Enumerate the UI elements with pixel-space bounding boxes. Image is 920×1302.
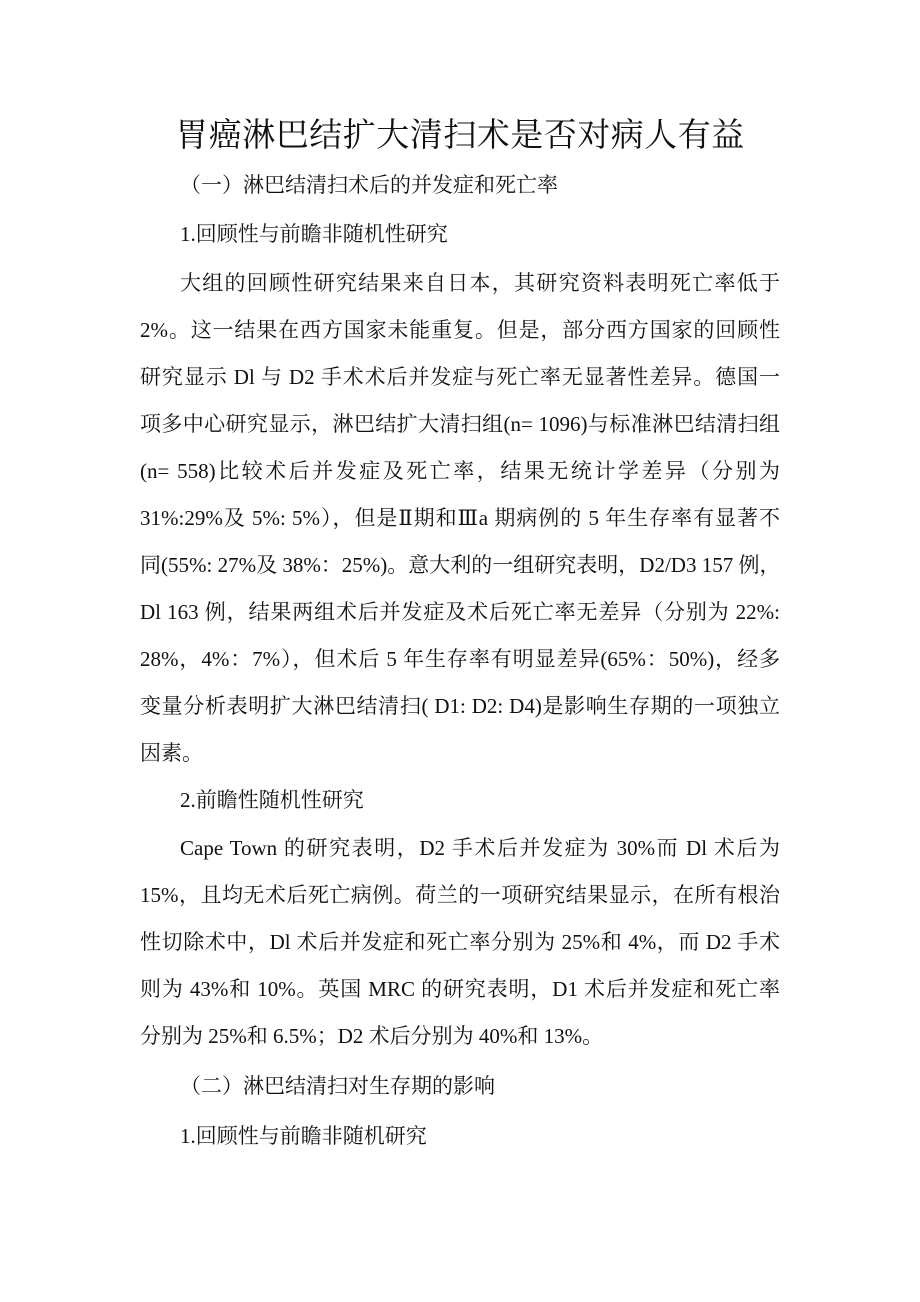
paragraph-1-line: 因素。 xyxy=(140,741,203,765)
subsection-heading-2: 2.前瞻性随机性研究 xyxy=(180,788,364,812)
paragraph-2-line: 则为 43%和 10%。英国 MRC 的研究表明，D1 术后并发症和死亡率 xyxy=(140,977,780,1001)
paragraph-1-line: 大组的回顾性研究结果来自日本，其研究资料表明死亡率低于 xyxy=(180,271,780,295)
paragraph-1-line: 研究显示 Dl 与 D2 手术术后并发症与死亡率无显著性差异。德国一 xyxy=(140,365,780,389)
subsection-heading-3: 1.回顾性与前瞻非随机研究 xyxy=(180,1124,427,1148)
paragraph-2-line: 15%，且均无术后死亡病例。荷兰的一项研究结果显示，在所有根治 xyxy=(140,883,780,907)
paragraph-1-line: Dl 163 例，结果两组术后并发症及术后死亡率无差异（分别为 22%: xyxy=(140,600,780,624)
subsection-heading-1: 1.回顾性与前瞻非随机性研究 xyxy=(180,222,448,246)
paragraph-1-line: 变量分析表明扩大淋巴结清扫( D1: D2: D4)是影响生存期的一项独立 xyxy=(140,694,780,718)
section-heading-1: （一）淋巴结清扫术后的并发症和死亡率 xyxy=(180,173,558,197)
paragraph-2-line: 分别为 25%和 6.5%；D2 术后分别为 40%和 13%。 xyxy=(140,1024,604,1048)
document-title: 胃癌淋巴结扩大清扫术是否对病人有益 xyxy=(175,118,745,154)
paragraph-1-line: 项多中心研究显示，淋巴结扩大清扫组(n= 1096)与标准淋巴结清扫组 xyxy=(140,412,780,436)
paragraph-2-line: 性切除术中，Dl 术后并发症和死亡率分别为 25%和 4%，而 D2 手术 xyxy=(140,930,780,954)
section-heading-2: （二）淋巴结清扫对生存期的影响 xyxy=(180,1074,495,1098)
paragraph-1-line: 2%。这一结果在西方国家未能重复。但是，部分西方国家的回顾性 xyxy=(140,318,780,342)
paragraph-2-line: Cape Town 的研究表明，D2 手术后并发症为 30%而 Dl 术后为 xyxy=(180,836,780,860)
paragraph-1-line: 28%，4%：7%），但术后 5 年生存率有明显差异(65%：50%)，经多 xyxy=(140,647,780,671)
paragraph-1-line: (n= 558)比较术后并发症及死亡率，结果无统计学差异（分别为 xyxy=(140,459,780,483)
paragraph-1-line: 31%:29%及 5%: 5%），但是Ⅱ期和Ⅲa 期病例的 5 年生存率有显著不 xyxy=(140,506,780,530)
paragraph-1-line: 同(55%: 27%及 38%：25%)。意大利的一组研究表明，D2/D3 157 例， xyxy=(140,553,781,577)
